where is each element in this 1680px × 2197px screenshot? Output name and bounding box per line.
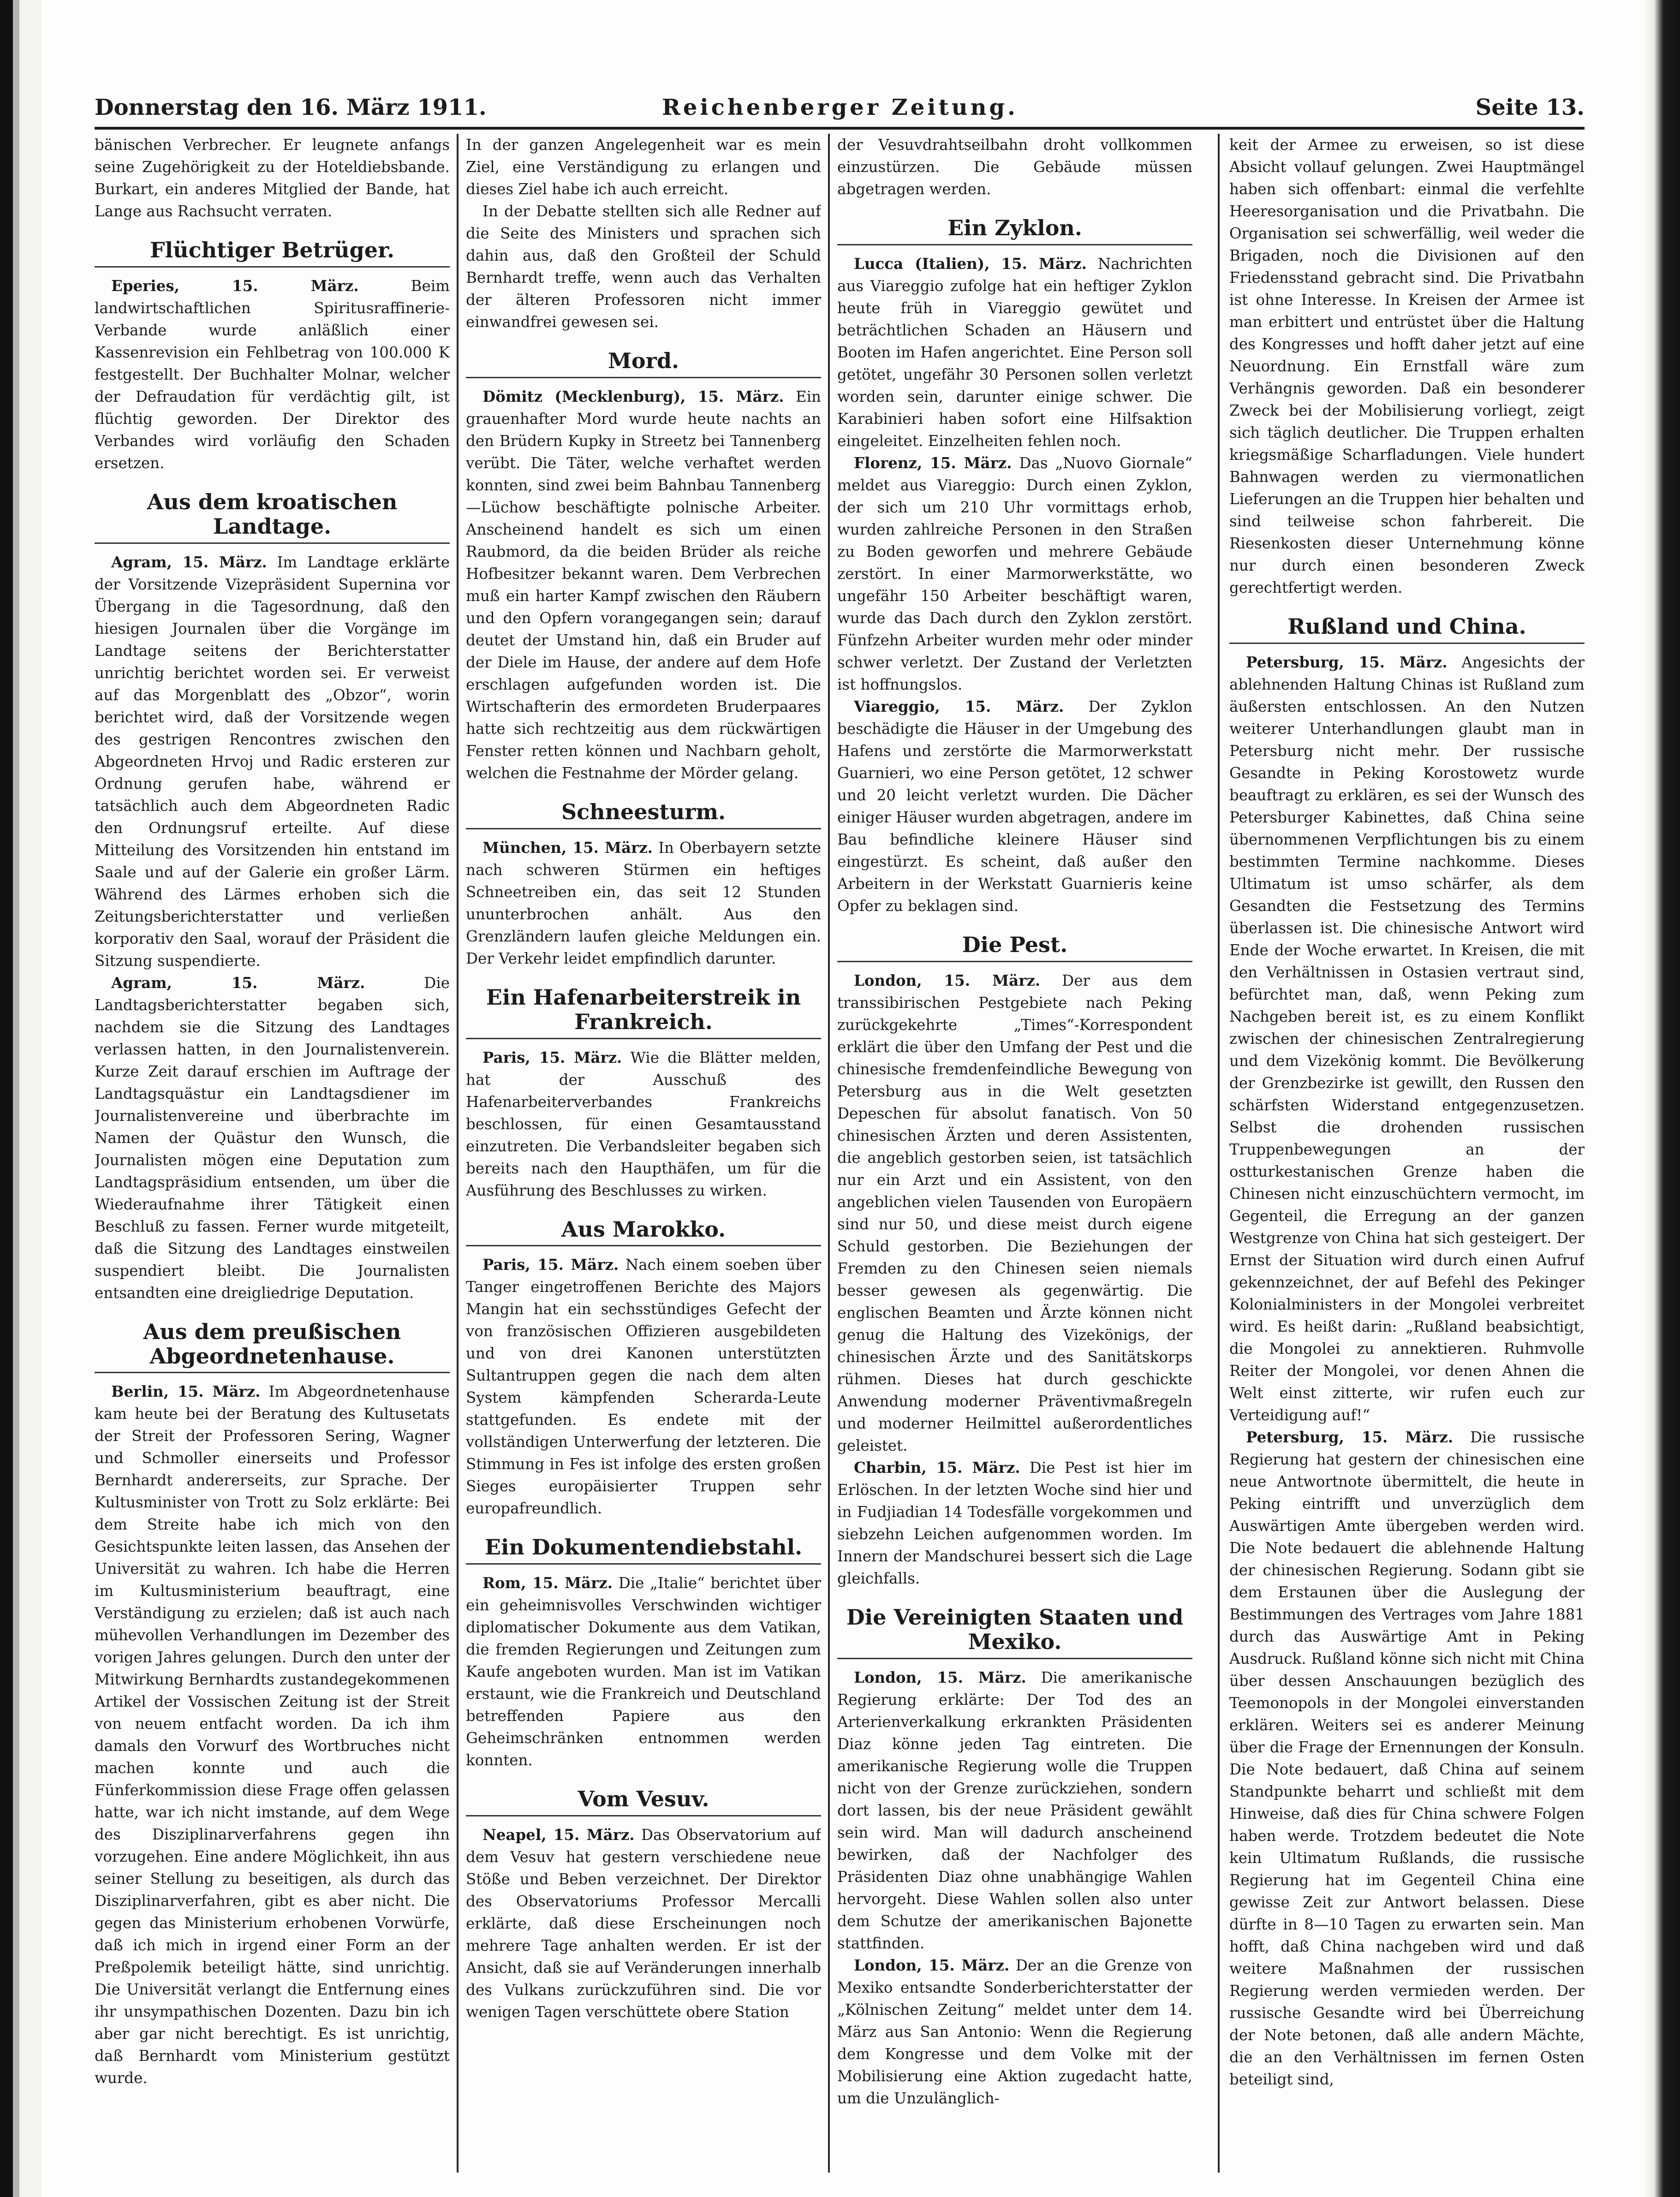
article-paragraph <box>466 386 821 784</box>
dateline: Charbin, 15. März. <box>854 1458 1020 1477</box>
article-paragraph <box>95 972 450 1304</box>
article <box>95 134 450 222</box>
paragraph-text: In der ganzen Angelegenheit war es mein Ziel, eine Verständigung zu erlangen und dieses Ziel habe ich auch erreicht. <box>466 136 821 198</box>
column-3 <box>837 134 1192 2173</box>
article-paragraph <box>95 134 450 222</box>
paragraph-text: Das „Nuovo Giornale“ meldet aus Viareggio: Durch einen Zyklon, der sich um 210 Uhr vormittags erhob, wurden zahlreiche Personen in den Straßen zu Boden geworfen und mehrere Gebäude zerstört. In einer Marmorwerkstätte, wo ungefähr 150 Arbeiter beschäftigt waren, wurde das Dach durch den Zyklon zerstört. Fünfzehn Arbeiter wurden mehr oder minder schwer verletzt. Der Zustand der Verletzten ist hoffnungslos. <box>837 454 1192 693</box>
article-paragraph <box>837 134 1192 200</box>
article-paragraph <box>1229 651 1585 1426</box>
article-paragraph <box>837 253 1192 452</box>
article-paragraph <box>466 200 821 333</box>
article <box>837 134 1192 200</box>
article-paragraph <box>466 1824 821 2023</box>
article-headline: Ein Zyklon. <box>837 216 1192 245</box>
header-rule <box>95 127 1585 130</box>
paragraph-text: Nachrichten aus Viareggio zufolge hat ein heftiger Zyklon heute früh in Viareggio gewütet und beträchtlichen Schaden an Häusern und Booten im Hafen angerichtet. Eine Person soll getötet, ungefähr 30 Personen sollen verletzt worden sein, darunter einige schwer. Die Karabinieri haben sofort eine Hilfsaktion eingeleitet. Einzelheiten fehlen noch. <box>837 255 1192 450</box>
article-headline: Die Vereinigten Staaten und Mexiko. <box>837 1605 1192 1659</box>
page-number: Seite 13. <box>1475 95 1585 120</box>
paragraph-text: In Oberbayern setzte nach schweren Stürmen ein heftiges Schneetreiben ein, das seit 12 Stunden ununterbrochen anhält. Aus den Grenzländern laufen gleiche Meldungen ein. Der Verkehr leidet empfindlich darunter. <box>466 839 821 967</box>
dateline: Neapel, 15. März. <box>483 1826 635 1844</box>
dateline: Dömitz (Mecklenburg), 15. März. <box>483 387 784 405</box>
paragraph-text: Wie die Blätter melden, hat der Ausschuß des Hafenarbeiterverbandes Frankreichs beschlossen, für einen Gesamtausstand einzutreten. Die Verbandsleiter begaben sich bereits nach den Haupthäfen, um für die Ausführung des Beschlusses zu wirken. <box>466 1048 821 1199</box>
paragraph-text: Der an die Grenze von Mexiko entsandte Sonderberichterstatter der „Kölnischen Zeitung“ meldet unter dem 14. März aus San Antonio: Wenn die Regierung dem Kongresse und dem Volke mit der Mobilisierung eine Aktion zugedacht hatte, um die Unzulänglich- <box>837 1956 1192 2107</box>
newspaper-title: Reichenberger Zeitung. <box>662 95 1018 120</box>
article-paragraph <box>466 134 821 200</box>
article-paragraph <box>837 970 1192 1457</box>
article-headline: Vom Vesuv. <box>466 1787 821 1816</box>
column-4 <box>1229 134 1585 2173</box>
article-paragraph <box>837 1667 1192 1954</box>
article-paragraph <box>837 1954 1192 2109</box>
paragraph-text: Die „Italie“ berichtet über ein geheimnisvolles Verschwinden wichtiger diplomatischer Dokumente aus dem Vatikan, die fremden Regierungen und Zeitungen zum Kaufe angeboten wurden. Man ist im Vatikan erstaunt, wie die Frankreich und Deutschland betreffenden Papiere aus den Geheimschränken entnommen werden konnten. <box>466 1574 821 1769</box>
article <box>837 933 1192 1590</box>
page-header <box>95 95 1585 127</box>
article-headline: Mord. <box>466 349 821 378</box>
article <box>837 216 1192 917</box>
article-paragraph <box>466 1572 821 1771</box>
column-1 <box>95 134 450 2173</box>
dateline: Agram, 15. März. <box>111 973 365 992</box>
article-headline: Flüchtiger Betrüger. <box>95 238 450 268</box>
dateline: München, 15. März. <box>483 838 653 857</box>
dateline: Rom, 15. März. <box>483 1574 613 1592</box>
article <box>95 490 450 1304</box>
article <box>837 1605 1192 2109</box>
article-paragraph <box>466 837 821 970</box>
scan-right-edge <box>1643 0 1680 2197</box>
paragraph-text: Die amerikanische Regierung erklärte: Der Tod des an Arterienverkalkung erkrankten Präsidenten Diaz könne jeden Tag eintreten. Die amerikanische Regierung wolle die Truppen nicht von der Grenze zurückziehen, sondern dort lassen, bis der neue Präsident gewählt sein wird. Man will dadurch anscheinend bewirken, daß der Nachfolger des Präsidenten Diaz ohne unabhängige Wahlen hervorgeht. Diese Wahlen sollen also unter dem Schutze der amerikanischen Bajonette stattfinden. <box>837 1668 1192 1952</box>
article <box>466 1217 821 1520</box>
article <box>466 800 821 970</box>
article-paragraph <box>837 696 1192 917</box>
article <box>466 134 821 333</box>
article <box>95 238 450 474</box>
article-paragraph <box>1229 134 1585 599</box>
dateline: Paris, 15. März. <box>483 1048 622 1066</box>
scan-shadow <box>13 0 19 2197</box>
dateline: London, 15. März. <box>854 1956 1010 1974</box>
dateline: Petersburg, 15. März. <box>1246 653 1448 671</box>
article-paragraph <box>466 1047 821 1202</box>
paragraph-text: Die russische Regierung hat gestern der chinesischen eine neue Antwortnote übermittelt, die heute in Peking eintrifft und unverzüglich dem Auswärtigen Amte übergeben werden wird. Die Note bedauert die ablehnende Haltung der chinesischen Regierung. Sodann gibt sie dem Erstaunen über die Auslegung der Bestimmungen des Vertrages vom Jahre 1881 durch das Auswärtige Amt in Peking Ausdruck. Rußland könne sich nicht mit China über dessen Anschauungen bezüglich des Teemonopols in der Mongolei einverstanden erklären. Weiters sei es anderer Meinung über die Frage der Ernennungen der Konsuln. Die Note bedauert, daß China auf seinem Standpunkte beharrt und schließt mit dem Hinweise, daß dies für China schwere Folgen haben werde. Trotzdem bedeutet die Note kein Ultimatum Rußlands, die russische Regierung hat im Gegenteil China eine gewisse Zeit zur Antwort belassen. Diese dürfte in 8—10 Tagen zu erwarten sein. Man hofft, daß China nachgeben wird und daß weitere Maßnahmen der russischen Regierung werden vermieden werden. Der russische Gesandte wird bei Überreichung der Note betonen, daß alle andern Mächte, die an den Verhältnissen im fernen Osten beteiligt sind, <box>1229 1428 1585 2088</box>
article <box>1229 134 1585 599</box>
paragraph-text: Angesichts der ablehnenden Haltung Chinas ist Rußland zum äußersten entschlossen. An den Nutzen weiterer Unterhandlungen glaubt man in Petersburg nicht mehr. Der russische Gesandte in Peking Korostowetz wurde beauftragt zu erklären, es sei der Wunsch des Petersburger Kabinettes, daß China seine übernommenen Verpflichtungen bis zu einem bestimmten Termine nachkomme. Dieses Ultimatum ist umso schärfer, als dem Gesandten die Festsetzung des Termins überlassen ist. Die chinesische Antwort wird Ende der Woche erwartet. In Kreisen, die mit den Verhältnissen in Ostasien vertraut sind, befürchtet man, daß, wenn Peking zum Nachgeben bereit ist, es zu einem Konflikt zwischen der chinesischen Zentralregierung und dem Vizekönig kommt. Die Bevölkerung der Grenzbezirke ist gewillt, den Russen den schärfsten Widerstand entgegenzusetzen. Selbst die drohenden russischen Truppenbewegungen an der ostturkestanischen Grenze haben die Chinesen nicht einzuschüchtern vermocht, im Gegenteil, die Erregung an der ganzen Westgrenze von China hat sich gesteigert. Der Ernst der Situation wird durch einen Aufruf gekennzeichnet, der auf Befehl des Pekinger Kolonialministers in der Mongolei verbreitet wird. Es heißt darin: „Rußland beabsichtigt, die Mongolei zu annektieren. Ruhmvolle Reiter der Mongolei, vor denen Ahnen die Welt einst zitterte, wir rufen euch zur Verteidigung auf!“ <box>1229 653 1585 1424</box>
dateline: London, 15. März. <box>854 971 1041 989</box>
dateline: Paris, 15. März. <box>483 1256 619 1274</box>
article <box>466 985 821 1202</box>
dateline: Petersburg, 15. März. <box>1246 1428 1454 1446</box>
dateline: Viareggio, 15. März. <box>854 697 1064 715</box>
article-headline: Rußland und China. <box>1229 614 1585 644</box>
article-headline: Ein Dokumentendiebstahl. <box>466 1535 821 1565</box>
article-headline: Aus dem kroatischen Landtage. <box>95 490 450 544</box>
paragraph-text: Der aus dem transsibirischen Pestgebiete nach Peking zurückgekehrte „Times“-Korrespondent erklärt die über den Umfang der Pest und die chinesische fremdenfeindliche Bewegung von Petersburg aus in die Welt gesetzten Depeschen für absolut fanatisch. Von 50 chinesischen Ärzten und deren Assistenten, die angeblich gestorben seien, ist tatsächlich nur ein Arzt und ein Assistent, von den angeblichen vielen Tausenden von Europäern sind nur 50, und diese meist durch eigene Schuld gestorben. Die Beziehungen der Fremden zu den Chinesen seien niemals besser gewesen als gegenwärtig. Die englischen Beamten und Ärzte können nicht genug die Haltung des Vizekönigs, der chinesischen Ärzte und des Sanitätskorps rühmen. Dieses hat durch geschickte Anwendung moderner Präventivmaßregeln und moderner Heilmittel außerordentliches geleistet. <box>837 971 1192 1454</box>
article-paragraph <box>95 275 450 474</box>
article-headline: Aus Marokko. <box>466 1217 821 1247</box>
column-divider <box>828 134 830 2173</box>
article-paragraph <box>837 1457 1192 1590</box>
paragraph-text: keit der Armee zu erweisen, so ist diese Absicht vollauf gelungen. Zwei Hauptmängel haben sich offenbart: einmal die verfehlte Heeresorganisation und die Privatbahn. Die Organisation sei schwerfällig, weil weder die Brigaden, noch die Divisionen auf den Friedensstand gebracht sind. Die Privatbahn ist ohne Interesse. In Kreisen der Armee ist man erbittert und entrüstet über die Haltung des Kongresses und hofft daher jetzt auf eine Neuordnung. Ein Ernstfall wäre zum Verhängnis geworden. Daß ein besonderer Zweck bei der Mobilisierung vorliegt, zeigt sich täglich deutlicher. Die Truppen erhalten kriegsmäßige Scharfladungen. Viele hundert Bahnwagen werden zu viermonatlichen Lieferungen an die Truppen hier behalten und sind teilweise schon fahrbereit. Die Riesenkosten dieser Unternehmung könne nur durch einen besonderen Zweck gerechtfertigt werden. <box>1229 136 1585 596</box>
article-headline: Schneesturm. <box>466 800 821 829</box>
article-headline: Aus dem preußischen Abgeordnetenhause. <box>95 1320 450 1374</box>
paragraph-text: Die Pest ist hier im Erlöschen. In der letzten Woche sind hier und in Fudjiadian 14 Todesfälle vorgekommen und siebzehn Leichen aufgenommen worden. Im Innern der Mandschurei bessert sich die Lage gleichfalls. <box>837 1459 1192 1587</box>
dateline: Lucca (Italien), 15. März. <box>854 254 1087 273</box>
paragraph-text: Ein grauenhafter Mord wurde heute nachts an den Brüdern Kupky in Streetz bei Tannenberg verübt. Die Täter, welche verhaftet werden konnten, sind zwei beim Bahnbau Tannenberg—Lüchow beschäftigte polnische Arbeiter. Anscheinend handelt es sich um einen Raubmord, da die beiden Brüder als reiche Hofbesitzer bekannt waren. Dem Verbrechen muß ein harter Kampf zwischen den Räubern und den Opfern vorangegangen sein; darauf deutet der Umstand hin, daß ein Bruder auf der Diele im Hause, der andere auf dem Hofe erschlagen aufgefunden worden ist. Die Wirtschafterin des ermordeten Bruderpaares hatte sich rechtzeitig aus dem rückwärtigen Fenster retten können und Nachbarn geholt, welchen die Festnahme der Mörder gelang. <box>466 387 821 782</box>
article-headline: Ein Hafenarbeiterstreik in Frankreich. <box>466 985 821 1039</box>
article <box>1229 614 1585 2090</box>
article-paragraph <box>837 452 1192 696</box>
article-paragraph <box>466 1254 821 1519</box>
article <box>466 1535 821 1771</box>
paragraph-text: Das Observatorium auf dem Vesuv hat gestern verschiedene neue Stöße und Beben verzeichnet. Der Direktor des Observatoriums Professor Mercalli erklärte, daß diese Erscheinungen noch mehrere Tage anhalten werden. Er ist der Ansicht, daß sie auf Veränderungen innerhalb des Vulkans zurückzuführen sind. Die vor wenigen Tagen verschüttete obere Station <box>466 1826 821 2021</box>
paragraph-text: Im Abgeordnetenhause kam heute bei der Beratung des Kultusetats der Streit der Professoren Sering, Wagner und Schmoller einerseits und Professor Bernhardt andererseits, zur Sprache. Der Kultusminister von Trott zu Solz erklärte: Bei dem Streite habe ich mich von den Gesichtspunkte leiten lassen, das Ansehen der Universität zu wahren. Ich habe die Herren im Kultusministerium beauftragt, eine Verständigung zu erzielen; daß ist auch nach mühevollen Verhandlungen im Dezember des vorigen Jahres gelungen. Durch den unter der Mitwirkung Bernhardts zustandegekommenen Artikel der Vossischen Zeitung ist der Streit von neuem entfacht worden. Da ich ihm damals den Vorwurf des Wortbruches nicht machen konnte und auch die Fünferkommission diese Frage offen gelassen hatte, war ich nicht imstande, auf dem Wege des Disziplinarverfahrens gegen ihn vorzugehen. Eine andere Möglichkeit, ihn aus seiner Stellung zu beseitigen, als durch das Disziplinarverfahren, gibt es aber nicht. Die gegen das Ministerium erhobenen Vorwürfe, daß ich mich in irgend einer Form an der Preßpolemik beteiligt hätte, sind unrichtig. Die Universität verlangt die Entfernung eines ihr unsympathischen Dozenten. Dazu bin ich aber gar nicht berechtigt. Es ist unrichtig, daß Bernhardt vom Ministerium gestützt wurde. <box>95 1383 450 2087</box>
article <box>466 349 821 784</box>
paragraph-text: In der Debatte stellten sich alle Redner auf die Seite des Ministers und sprachen sich dahin aus, daß den Großteil der Schuld Bernhardt treffe, wenn auch das Verhalten der älteren Professoren nicht immer einwandfrei gewesen sei. <box>466 202 821 331</box>
article-paragraph <box>95 551 450 972</box>
dateline: London, 15. März. <box>854 1668 1026 1686</box>
article <box>466 1787 821 2023</box>
column-divider <box>457 134 459 2173</box>
article-headline: Die Pest. <box>837 933 1192 962</box>
paragraph-text: der Vesuvdrahtseilbahn droht vollkommen einzustürzen. Die Gebäude müssen abgetragen werden. <box>837 136 1192 198</box>
dateline: Agram, 15. März. <box>111 553 267 571</box>
article-paragraph <box>95 1381 450 2089</box>
paragraph-text: Der Zyklon beschädigte die Häuser in der Umgebung des Hafens und zerstörte die Marmorwerkstatt Guarnieri, wo eine Person getötet, 12 schwer und 20 leicht verletzt wurden. Die Dächer einiger Häuser wurden abgetragen, andere im Bau befindliche kleinere Häuser sind eingestürzt. Es scheint, daß außer den Arbeitern in der Werkstatt Guarnieris keine Opfer zu beklagen sind. <box>837 697 1192 915</box>
scan-left-edge <box>0 0 13 2197</box>
paragraph-text: bänischen Verbrecher. Er leugnete anfangs seine Zugehörigkeit zu der Hoteldiebsbande. Burkart, ein anderes Mitglied der Bande, hat Lange aus Rachsucht verraten. <box>95 136 450 220</box>
article <box>95 1320 450 2090</box>
dateline: Berlin, 15. März. <box>111 1382 261 1401</box>
header-date: Donnerstag den 16. März 1911. <box>95 95 487 120</box>
paragraph-text: Die Landtagsberichterstatter begaben sich, nachdem sie die Sitzung des Landtages verlassen hatten, in den Journalistenverein. Kurze Zeit darauf erschien im Auftrage der Landtagsquästur ein Landtagsdiener im Journalistenvereine und überbrachte im Namen der Quästur den Wunsch, die Journalisten mögen eine Deputation zum Landtagspräsidium entsenden, um über die Wiederaufnahme ihrer Tätigkeit einen Beschluß zu fassen. Ferner wurde mitgeteilt, daß die Sitzung des Landtages einstweilen suspendiert bleibt. Die Journalisten entsandten eine dreigliedrige Deputation. <box>95 974 450 1302</box>
paragraph-text: Im Landtage erklärte der Vorsitzende Vizepräsident Supernina vor Übergang in die Tagesordnung, daß den hiesigen Journalen über die Vorgänge im Landtage seitens der Berichterstatter unrichtig berichtet worden sei. Er verweist auf das Morgenblatt des „Obzor“, worin berichtet wird, daß der Vorsitzende wegen des gestrigen Rencontres zwischen den Abgeordneten Hrvoj und Radic ersteren zur Ordnung gerufen habe, während er tatsächlich auch dem Abgeordneten Radic den Ordnungsruf erteilte. Auf diese Mitteilung des Vorsitzenden hin entstand im Saale und auf der Galerie ein großer Lärm. Während des Lärmes erhoben sich die Zeitungsberichterstatter und verließen korporativ den Saal, worauf der Präsident die Sitzung suspendierte. <box>95 553 450 970</box>
paragraph-text: Nach einem soeben über Tanger eingetroffenen Berichte des Majors Mangin hat ein sechsstündiges Gefecht der von französischen Offizieren ausgebildeten und von drei Kanonen unterstützten Sultantruppen gegen die nach dem alten System kämpfenden Scherarda-Leute stattgefunden. Es endete mit der vollständigen Unterwerfung der letzteren. Die Stimmung in Fes ist infolge des ersten großen Sieges europäisierter Truppen sehr europafreundlich. <box>466 1256 821 1518</box>
paragraph-text: Beim landwirtschaftlichen Spiritusraffinerie-Verbande wurde anläßlich einer Kassenrevision ein Fehlbetrag von 100.000 K festgestellt. Der Buchhalter Molnar, welcher der Defraudation für verdächtig gilt, ist flüchtig geworden. Der Direktor des Verbandes wird vorläufig den Schaden ersetzen. <box>95 277 450 472</box>
column-divider <box>1218 134 1220 2173</box>
column-2 <box>466 134 821 2173</box>
dateline: Florenz, 15. März. <box>854 453 1012 472</box>
article-paragraph <box>1229 1426 1585 2090</box>
dateline: Eperies, 15. März. <box>111 276 359 295</box>
